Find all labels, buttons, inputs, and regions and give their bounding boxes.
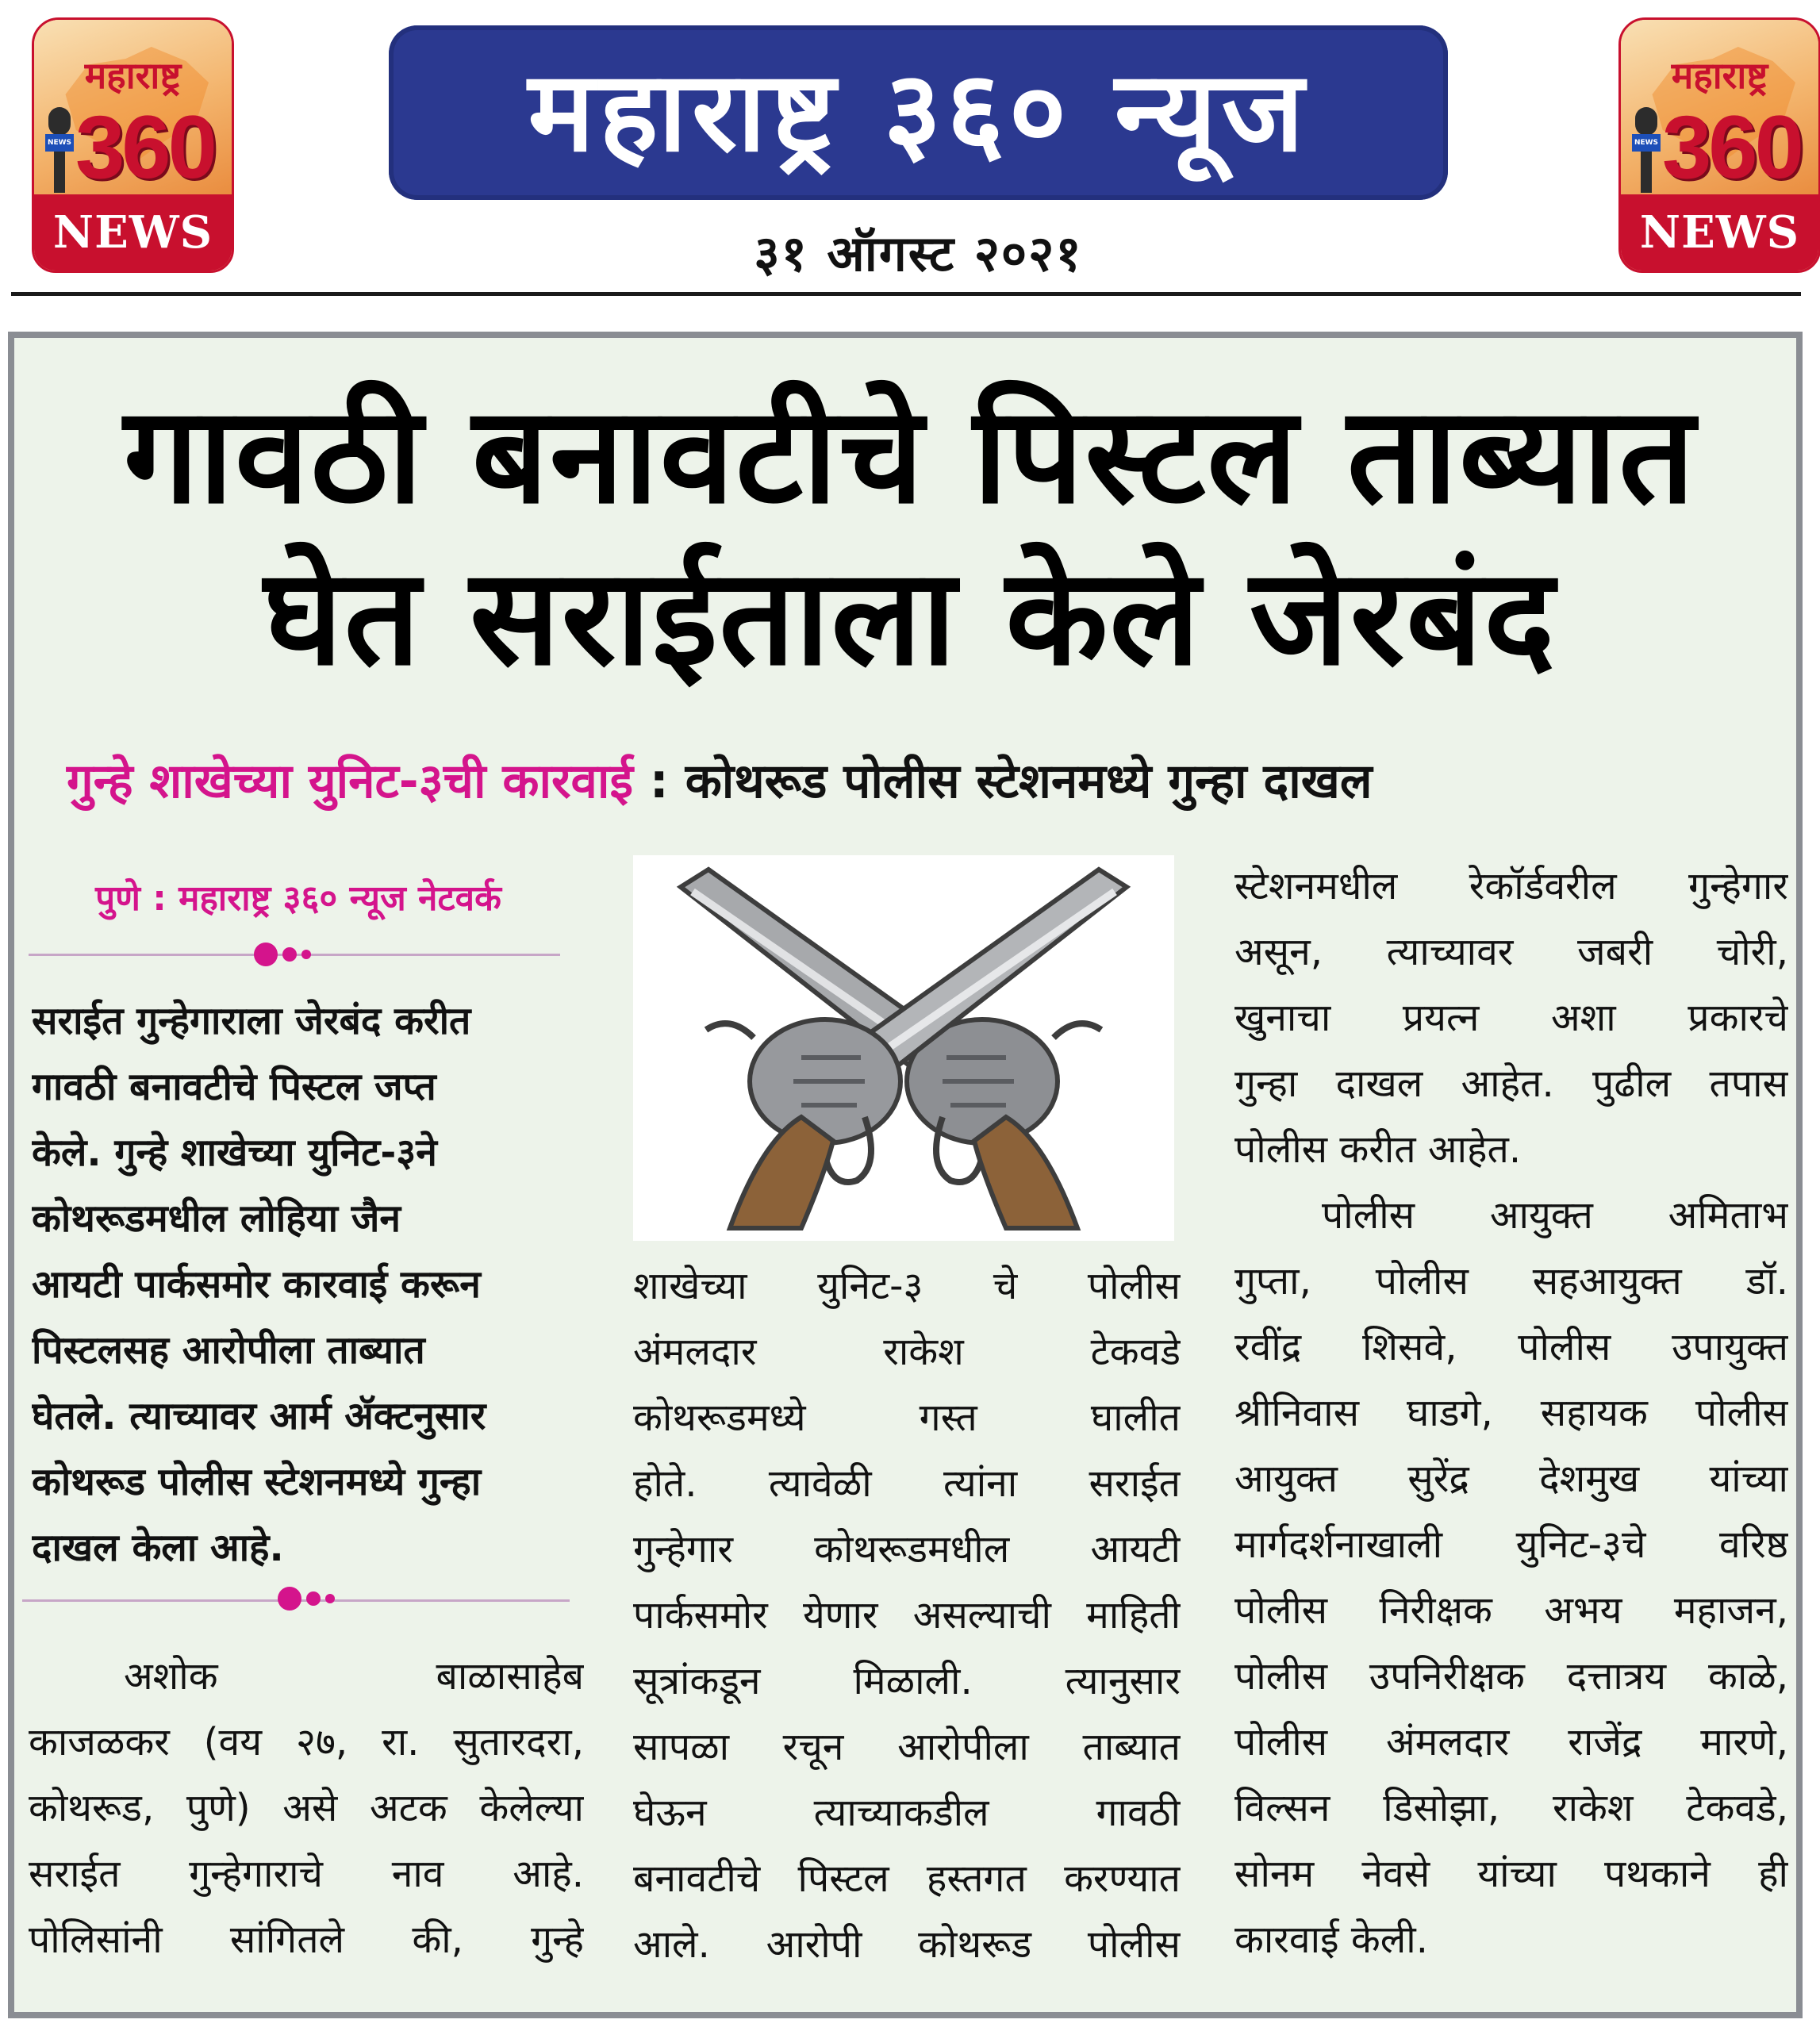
logo-left [32,17,234,273]
body-line: आले. आरोपी कोथरूड पोलीस [633,1922,1181,1967]
body-line: गुन्हेगार कोथरूडमधील आयटी [633,1527,1181,1572]
byline: पुणे : महाराष्ट्र ३६० न्यूज नेटवर्क [95,878,501,919]
mic-label: NEWS [1632,134,1661,152]
body-line: गुन्हा दाखल आहेत. पुढील तपास [1234,1062,1788,1106]
mic-label: NEWS [45,134,74,152]
microphone-icon [1632,107,1661,193]
body-line: शाखेच्या युनिट-३ चे पोलीस [633,1264,1181,1308]
lead-line: पिस्टलसह आरोपीला ताब्यात [32,1328,425,1373]
body-line: बनावटीचे पिस्टल हस्तगत करण्यात [633,1856,1181,1901]
body-line: कोथरूड, पुणे) असे अटक केलेल्या [29,1786,584,1830]
body-line: पार्कसमोर येणार असल्याची माहिती [633,1593,1181,1637]
crossed-revolvers-icon [633,855,1174,1241]
lead-line: गावठी बनावटीचे पिस्टल जप्त [32,1065,436,1109]
headline [32,374,1788,698]
logo-brand: महाराष्ट्र [1671,54,1768,97]
body-line: घेऊन त्याच्याकडील गावठी [633,1791,1181,1835]
body-line: असून, त्याच्यावर जबरी चोरी, [1234,930,1788,974]
body-line: अंमलदार राकेश टेकवडे [633,1330,1181,1374]
body-line: कारवाई केली. [1234,1918,1428,1962]
body-line: मार्गदर्शनाखाली युनिट-३चे वरिष्ठ [1234,1522,1788,1567]
lead-line: आयटी पार्कसमोर कारवाई करून [32,1262,481,1307]
publication-date: ३१ ऑगस्ट २०२१ [754,225,1083,282]
body-line: सापळा रचून आरोपीला ताब्यात [633,1725,1181,1769]
lead-line: घेतले. त्याच्यावर आर्म ॲक्टनुसार [32,1394,486,1438]
lead-line: कोथरूडमधील लोहिया जैन [32,1196,401,1241]
body-line: सोनम नेवसे यांच्या पथकाने ही [1234,1852,1788,1896]
body-column-2 [633,1254,1181,1978]
subhead-separator: : [632,754,685,809]
subhead-unit: गुन्हे शाखेच्या युनिट-३ची कारवाई [67,754,633,809]
body-line: काजळकर (वय २७, रा. सुतारदरा, [29,1720,584,1764]
body-line: पोलिसांनी सांगितले की, गुन्हे [29,1918,584,1962]
newspaper-title: महाराष्ट्र ३६० न्यूज [389,25,1448,200]
body-column-1 [29,1644,584,1973]
lead-paragraph [32,989,555,1581]
lead-line: कोथरूड पोलीस स्टेशनमध्ये गुन्हा [32,1460,482,1504]
body-line: गुप्ता, पोलीस सहआयुक्त डॉ. [1234,1259,1788,1303]
body-line: पोलीस अंमलदार राजेंद्र मारणे, [1234,1720,1788,1764]
body-line: पोलीस निरीक्षक अभय महाजन, [1234,1588,1788,1633]
body-line: स्टेशनमधील रेकॉर्डवरील गुन्हेगार [1234,864,1788,908]
lead-line: दाखल केला आहे. [32,1526,284,1570]
subhead-station: कोथरूड पोलीस स्टेशनमध्ये गुन्हा दाखल [685,754,1373,809]
body-line: पोलीस आयुक्त अमिताभ [1322,1193,1788,1238]
body-line: पोलीस करीत आहेत. [1234,1127,1522,1172]
logo-right [1618,17,1820,273]
body-line: आयुक्त सुरेंद्र देशमुख यांच्या [1234,1457,1788,1501]
headline-line: गावठी बनावटीचे पिस्टल ताब्यात [123,378,1697,533]
logo-brand: महाराष्ट्र [84,54,182,97]
headline-line: घेत सराईताला केले जेरबंद [263,539,1557,695]
body-line: कोथरूडमध्ये गस्त घालीत [633,1396,1181,1440]
lead-line: केले. गुन्हे शाखेच्या युनिट-३ने [32,1131,437,1175]
body-line: पोलीस उपनिरीक्षक दत्तात्रय काळे, [1234,1654,1788,1699]
logo-number: 360 [75,98,214,197]
logo-footer: NEWS [1621,194,1818,271]
logo-number: 360 [1662,98,1801,197]
microphone-icon [45,107,74,193]
body-line: होते. त्यावेळी त्यांना सराईत [633,1461,1181,1506]
body-line: रवींद्र शिसवे, पोलीस उपायुक्त [1234,1325,1788,1369]
body-line: खुनाचा प्रयत्न अशा प्रकारचे [1234,996,1788,1040]
divider-dots-icon [278,1584,341,1615]
body-column-3 [1234,854,1788,1973]
body-line: सूत्रांकडून मिळाली. त्यानुसार [633,1659,1181,1703]
lead-line: सराईत गुन्हेगाराला जेरबंद करीत [32,999,471,1043]
masthead-divider [11,292,1801,296]
body-line: सराईत गुन्हेगाराचे नाव आहे. [29,1852,584,1896]
body-line: अशोक बाळासाहेब [124,1654,584,1699]
logo-footer: NEWS [34,194,232,271]
body-line: श्रीनिवास घाडगे, सहायक पोलीस [1234,1391,1788,1435]
subheadline [67,746,1772,817]
divider-dots-icon [254,939,317,971]
body-line: विल्सन डिसोझा, राकेश टेकवडे, [1234,1786,1788,1830]
